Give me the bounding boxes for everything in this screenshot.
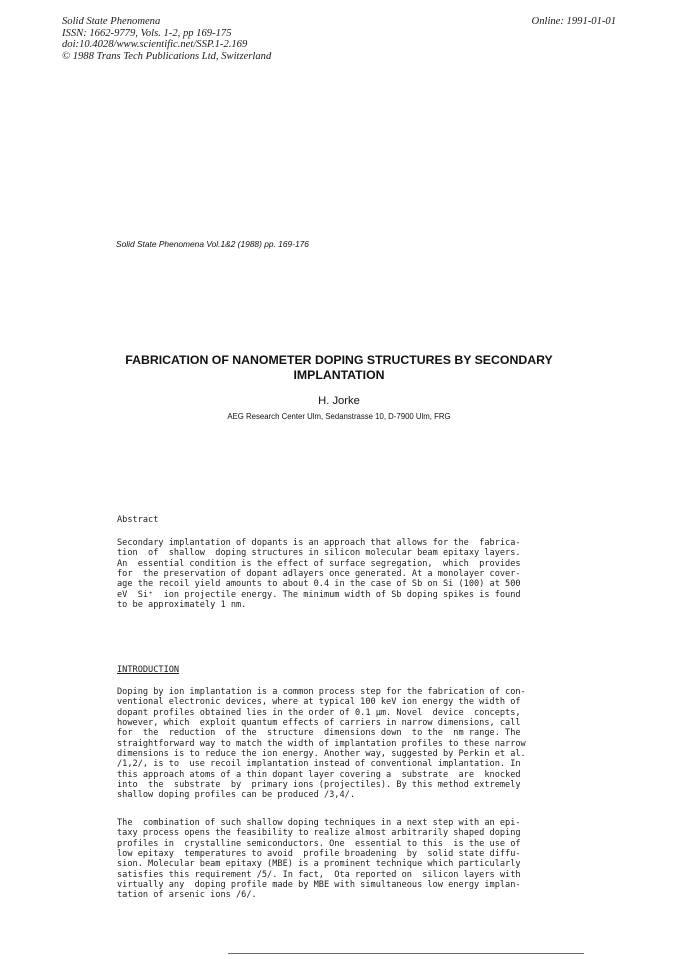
paragraph-line: dopant profiles obtained lies in the order of 0.1 µm. Novel device concepts, (117, 707, 521, 718)
paragraph-line: low epitaxy temperatures to avoid profile broadening by solid state diffu- (117, 849, 521, 860)
author-affiliation: AEG Research Center Ulm, Sedanstrasse 10, D-7900 Ulm, FRG (227, 412, 451, 421)
paragraph-line: this approach atoms of a thin dopant layer covering a substrate are knocked (117, 769, 521, 780)
paragraph-line: for the reduction of the structure dimensions down to the nm range. The (117, 728, 521, 739)
abstract-line: to be approximately 1 nm. (117, 600, 247, 611)
introduction-paragraph-1 (117, 687, 526, 801)
abstract-line: Secondary implantation of dopants is an approach that allows for the fabrica- (117, 538, 521, 548)
copyright-line: © 1988 Trans Tech Publications Ltd, Switzerland (62, 50, 272, 62)
abstract-line: tion of shallow doping structures in silicon molecular beam epitaxy layers. (117, 548, 521, 559)
paragraph-line: straightforward way to match the width of implantation profiles to these narrow (117, 738, 526, 749)
journal-reference: Solid State Phenomena Vol.1&2 (1988) pp. 169-176 (116, 239, 309, 249)
paragraph-line: dimensions is to reduce the ion energy. Another way, suggested by Perkin et al. (117, 749, 526, 760)
title-line: IMPLANTATION (293, 367, 385, 382)
title-line: FABRICATION OF NANOMETER DOPING STRUCTURES BY SECONDARY (125, 353, 553, 367)
paragraph-line: taxy process opens the feasibility to realize almost arbitrarily shaped doping (117, 828, 521, 839)
footer-rule (228, 953, 584, 954)
paragraph-line: /1,2/, is to use recoil implantation instead of conventional implantation. In (117, 759, 521, 770)
abstract-line: eV Si⁺ ion projectile energy. The minimum width of Sb doping spikes is found (117, 589, 521, 600)
paragraph-line: satisfies this requirement /5/. In fact, Ota reported on silicon layers with (117, 869, 521, 880)
abstract-line: An essential condition is the effect of surface segregation, which provides (117, 558, 521, 569)
journal-name: Solid State Phenomena (62, 16, 161, 27)
online-date: Online: 1991-01-01 (531, 16, 616, 27)
abstract-line: age the recoil yield amounts to about 0.4 in the case of Sb on Si (100) at 500 (117, 579, 521, 590)
introduction-heading: INTRODUCTION (117, 665, 180, 675)
paragraph-line: into the substrate by primary ions (projectiles). By this method extremely (117, 780, 521, 791)
paragraph-line: ventional electronic devices, where at typical 100 keV ion energy the width of (117, 697, 521, 708)
paragraph-line: The combination of such shallow doping techniques in a next step with an epi- (117, 818, 521, 828)
paragraph-line: virtually any doping profile made by MBE with simultaneous low energy implan- (117, 880, 521, 891)
paragraph-line: shallow doping profiles can be produced /3,4/. (117, 790, 355, 801)
paragraph-line: however, which exploit quantum effects of carriers in narrow dimensions, call (117, 718, 521, 729)
abstract-line: for the preservation of dopant adlayers once generated. At a monolayer cover- (117, 569, 521, 580)
paper-title (100, 353, 578, 382)
paragraph-line: tation of arsenic ions /6/. (117, 890, 257, 901)
publication-info (62, 16, 271, 62)
paragraph-line: sion. Molecular beam epitaxy (MBE) is a prominent technique which particularly (117, 859, 521, 870)
paragraph-line: profiles in crystalline semiconductors. One essential to this is the use of (117, 838, 521, 849)
abstract-body (117, 538, 521, 610)
author-name: H. Jorke (318, 395, 360, 407)
issn-line: ISSN: 1662-9779, Vols. 1-2, pp 169-175 (62, 27, 232, 39)
introduction-paragraph-2 (117, 818, 521, 901)
paragraph-line: Doping by ion implantation is a common process step for the fabrication of con- (117, 687, 526, 697)
doi-line: doi:10.4028/www.scientific.net/SSP.1-2.169 (62, 39, 248, 51)
abstract-heading: Abstract (117, 515, 159, 525)
